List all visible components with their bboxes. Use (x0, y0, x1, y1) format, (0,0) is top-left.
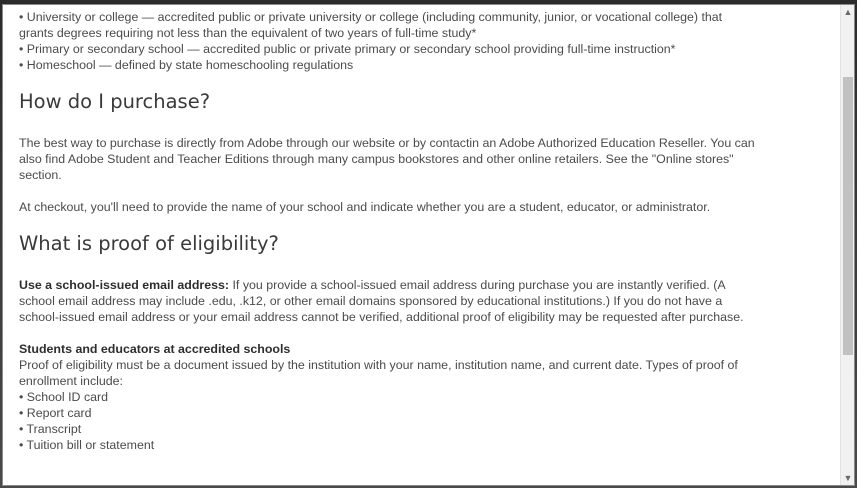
list-item-homeschool: • Homeschool — defined by state homeschooling regulations (19, 58, 354, 72)
email-text: If you provide a school-issued email address during purchase you are instantly verified. (A school email address may include .edu, .k12, or other email domains sponsored by educational institutions.) If you do not have a school-issued email address or your email address cannot be verified, additional proof of eligibility may be requested after purchase. (19, 278, 744, 324)
students-paragraph: Proof of eligibility must be a document issued by the institution with your name, institution name, and current date. Types of proof of enrollment include: (19, 358, 738, 388)
vertical-scrollbar[interactable] (840, 5, 854, 485)
students-heading: Students and educators at accredited schools (19, 342, 291, 356)
proof-item-transcript: • Transcript (19, 422, 82, 436)
list-item-university: • University or college — accredited public or private university or college (including community, junior, or vocational college) that grants degrees requiring not less than the equivalent of two years of full-time study* (19, 10, 723, 40)
eligibility-modal (2, 4, 855, 486)
proof-heading: What is proof of eligibility? (19, 232, 279, 255)
purchase-paragraph-2: At checkout, you'll need to provide the name of your school and indicate whether you are a student, educator, or administrator. (19, 200, 711, 214)
email-paragraph (19, 277, 759, 325)
email-label: Use a school-issued email address: (19, 278, 230, 292)
modal-content (3, 5, 841, 485)
proof-item-id-card: • School ID card (19, 390, 109, 404)
scroll-up-icon[interactable]: ▲ (843, 7, 853, 17)
list-item-primary-secondary: • Primary or secondary school — accredited public or private primary or secondary school providing full-time instruction* (19, 42, 676, 56)
scroll-down-icon[interactable]: ▼ (843, 473, 853, 483)
purchase-heading: How do I purchase? (19, 90, 211, 113)
proof-item-tuition-bill: • Tuition bill or statement (19, 438, 155, 452)
scroll-thumb[interactable] (843, 77, 853, 355)
purchase-paragraph-1: The best way to purchase is directly from Adobe through our website or by contactin an Adobe Authorized Education Reseller. You can also find Adobe Student and Teacher Editions through many campus bookstores and other online retailers. See the "Online stores" section. (19, 136, 755, 182)
proof-item-report-card: • Report card (19, 406, 92, 420)
